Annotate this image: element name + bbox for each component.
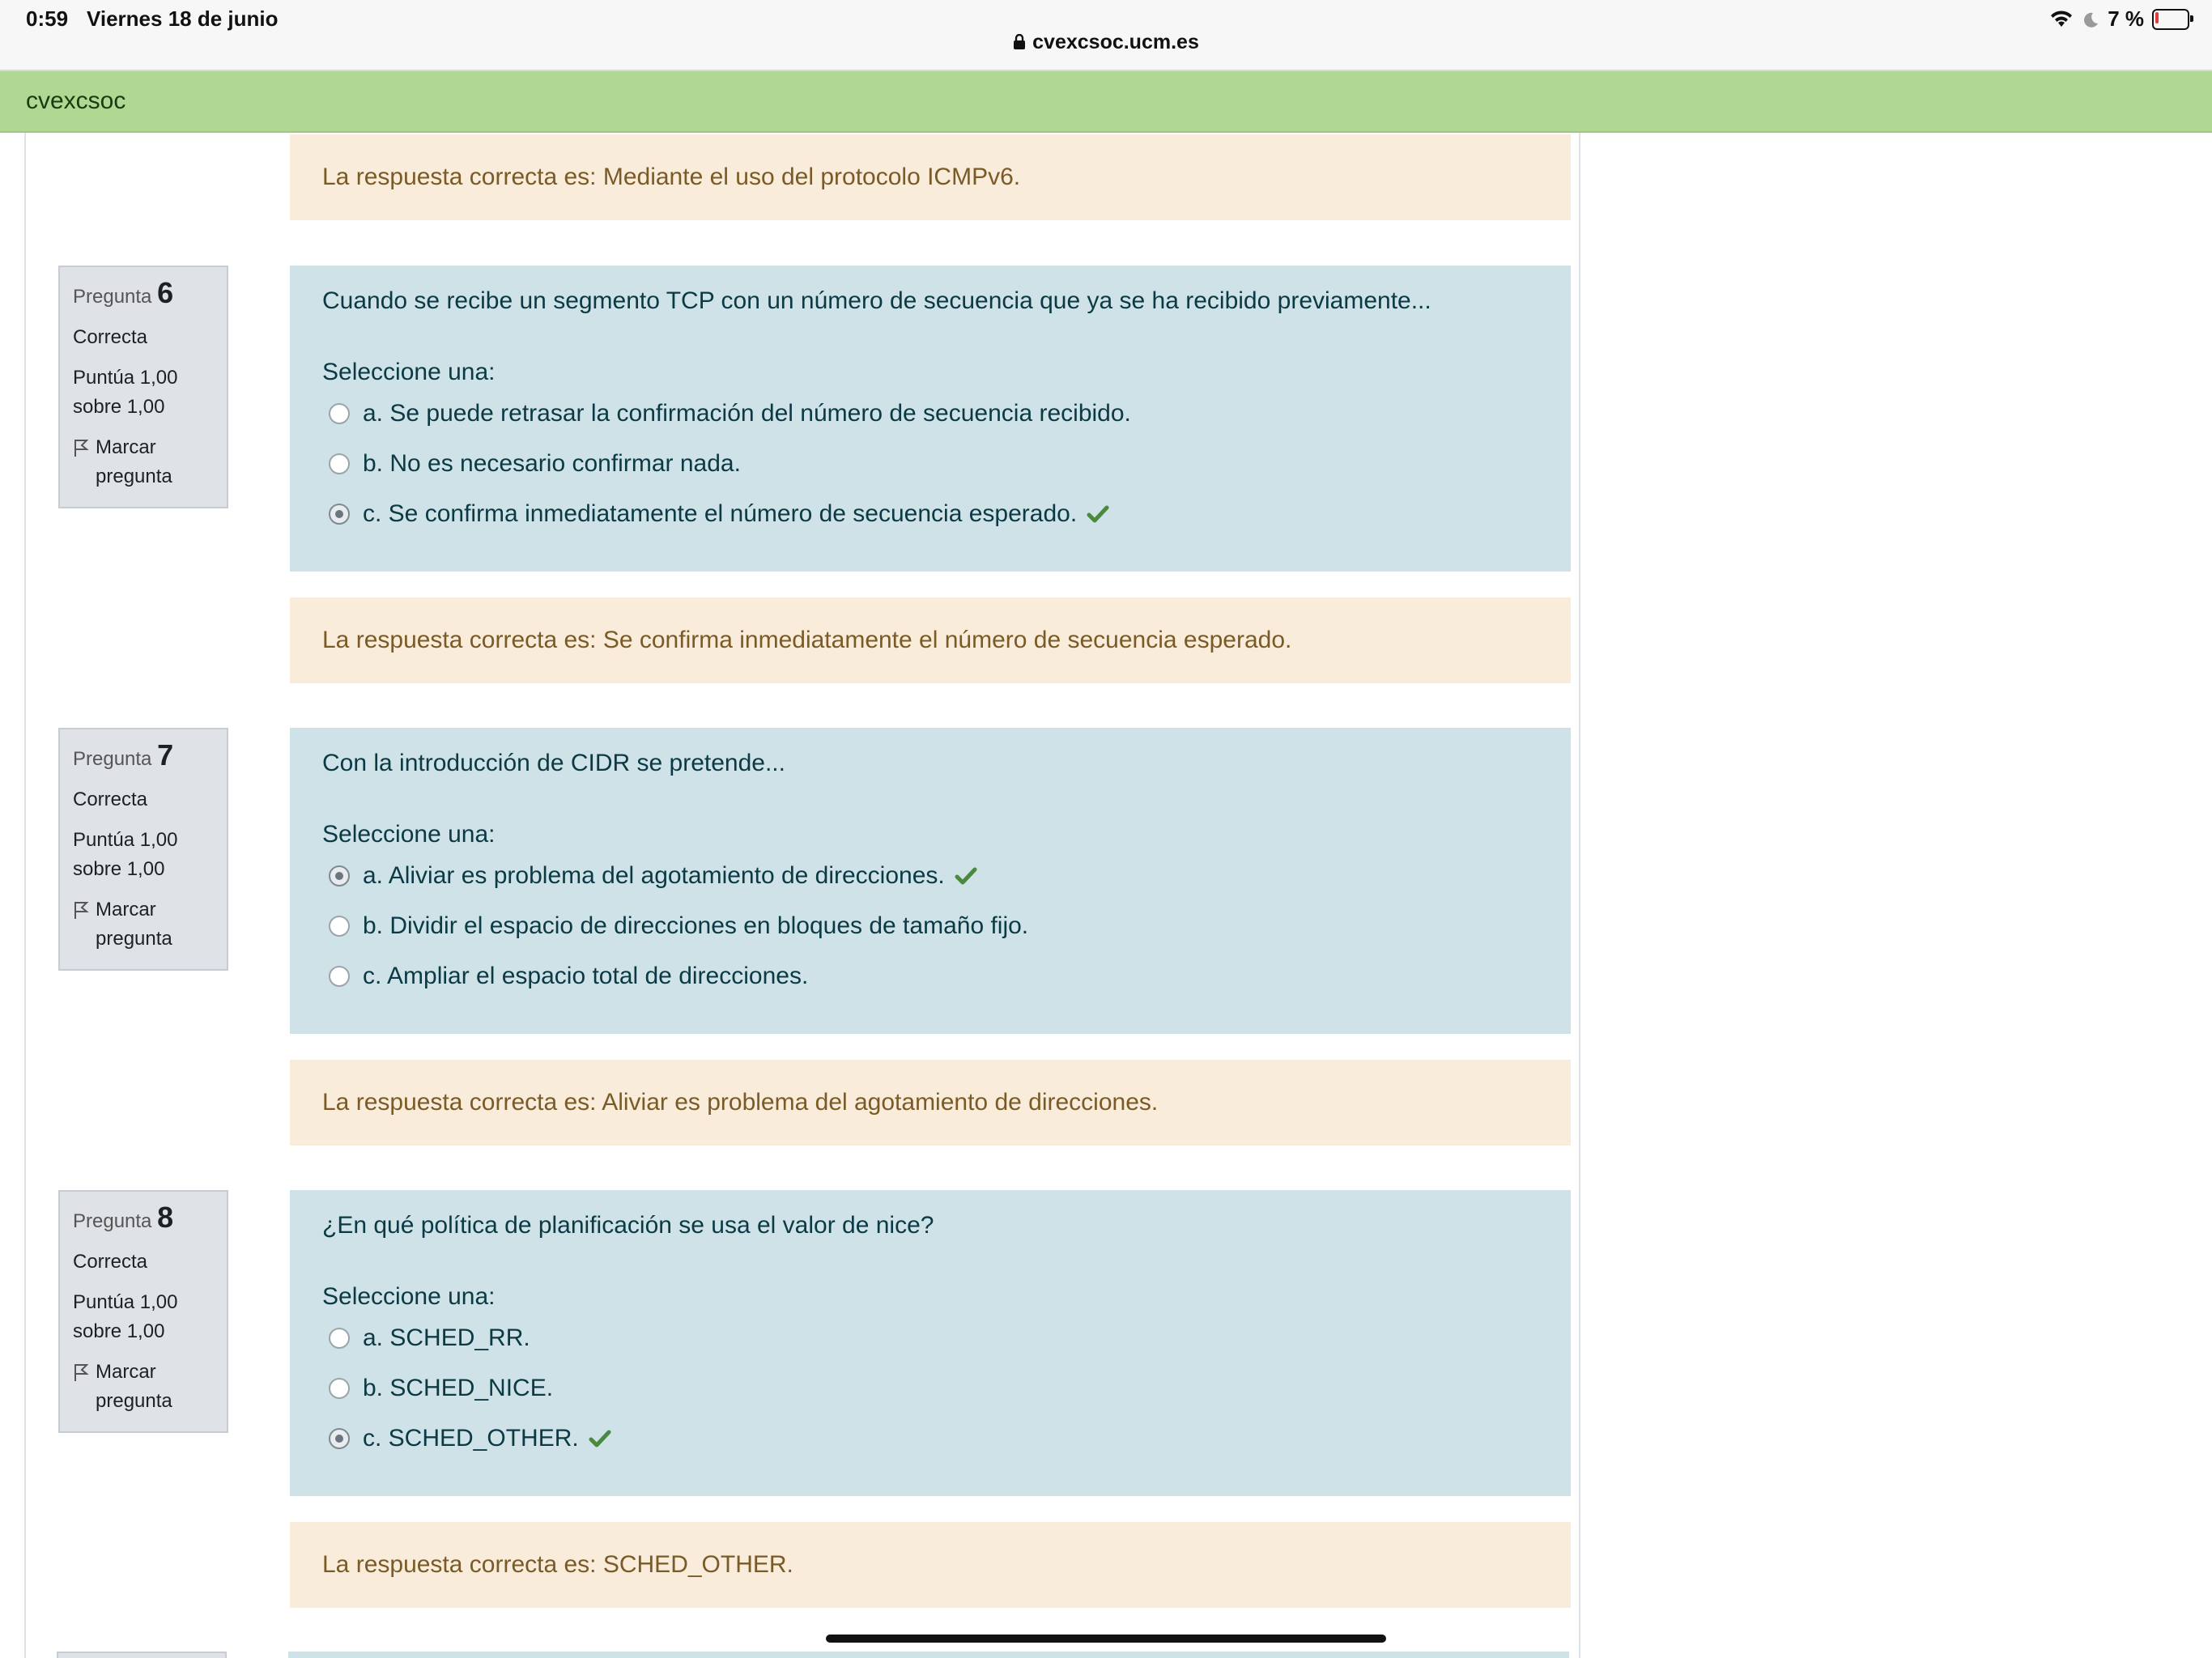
question-8-content xyxy=(290,1190,1571,1496)
correct-check-icon xyxy=(1087,504,1109,524)
question-label: Pregunta xyxy=(73,286,152,308)
feedback-text: La respuesta correcta es: SCHED_OTHER. xyxy=(322,1551,793,1578)
radio-button-selected[interactable] xyxy=(329,865,350,886)
answer-option-a[interactable] xyxy=(322,1313,1538,1363)
feedback-text: La respuesta correcta es: Mediante el uso del protocolo ICMPv6. xyxy=(322,164,1021,190)
question-grade: Puntúa 1,00 sobre 1,00 xyxy=(73,367,178,418)
select-one-prompt: Seleccione una: xyxy=(322,1283,496,1310)
moon-icon xyxy=(2082,11,2099,28)
next-question-content-peek xyxy=(288,1652,1569,1658)
question-state: Correcta xyxy=(73,789,148,810)
answer-option-a[interactable] xyxy=(322,851,1538,901)
question-number: 7 xyxy=(157,738,174,772)
radio-button[interactable] xyxy=(329,916,350,937)
url-text: cvexcsoc.ucm.es xyxy=(1032,31,1199,53)
answer-label: c. Se confirma inmediatamente el número de secuencia esperado. xyxy=(363,500,1078,527)
answer-label: a. SCHED_RR. xyxy=(363,1324,530,1351)
answer-option-c[interactable] xyxy=(322,951,1538,1001)
answer-label: a. Aliviar es problema del agotamiento de direcciones. xyxy=(363,862,945,889)
site-header xyxy=(0,71,2212,133)
flag-icon xyxy=(73,1363,89,1382)
answer-option-a[interactable] xyxy=(322,389,1538,439)
battery-percent: 7 % xyxy=(2108,6,2144,31)
radio-button[interactable] xyxy=(329,1328,350,1349)
question-number: 8 xyxy=(157,1201,174,1234)
lock-icon xyxy=(1013,34,1026,50)
status-indicators xyxy=(2049,6,2189,32)
answer-label: c. Ampliar el espacio total de direcciones. xyxy=(363,963,809,989)
question-state: Correcta xyxy=(73,1251,148,1273)
answer-label: b. SCHED_NICE. xyxy=(363,1375,554,1401)
select-one-prompt: Seleccione una: xyxy=(322,821,496,848)
wifi-icon xyxy=(2049,11,2074,28)
feedback-text: La respuesta correcta es: Aliviar es problema del agotamiento de direcciones. xyxy=(322,1089,1159,1116)
radio-button-selected[interactable] xyxy=(329,504,350,525)
radio-button-selected[interactable] xyxy=(329,1428,350,1449)
select-one-prompt: Seleccione una: xyxy=(322,359,496,385)
answer-option-b[interactable] xyxy=(322,1363,1538,1414)
feedback-text: La respuesta correcta es: Se confirma inmediatamente el número de secuencia esperado. xyxy=(322,627,1292,653)
question-grade: Puntúa 1,00 sobre 1,00 xyxy=(73,829,178,880)
answer-option-c[interactable] xyxy=(322,489,1538,539)
radio-button[interactable] xyxy=(329,1378,350,1399)
site-name-link[interactable]: cvexcsoc xyxy=(26,87,126,114)
flag-icon xyxy=(73,900,89,920)
address-bar[interactable] xyxy=(0,31,2212,54)
question-6-content xyxy=(290,266,1571,572)
flag-question-button[interactable]: Marcar pregunta xyxy=(73,895,214,954)
next-question-info-peek xyxy=(57,1652,227,1658)
answer-option-b[interactable] xyxy=(322,901,1538,951)
question-6-feedback xyxy=(290,597,1571,683)
question-7-feedback xyxy=(290,1060,1571,1146)
answer-label: c. SCHED_OTHER. xyxy=(363,1425,579,1452)
answer-label: a. Se puede retrasar la confirmación del número de secuencia recibido. xyxy=(363,400,1131,427)
question-number: 6 xyxy=(157,276,174,309)
radio-button[interactable] xyxy=(329,966,350,987)
radio-button[interactable] xyxy=(329,453,350,474)
question-grade: Puntúa 1,00 sobre 1,00 xyxy=(73,1291,178,1342)
radio-button[interactable] xyxy=(329,403,350,424)
question-8-info xyxy=(58,1190,228,1433)
flag-question-button[interactable]: Marcar pregunta xyxy=(73,433,214,491)
question-text: ¿En qué política de planificación se usa el valor de nice? xyxy=(322,1212,934,1239)
question-5-feedback xyxy=(290,134,1571,220)
question-label: Pregunta xyxy=(73,1210,152,1232)
status-date: Viernes 18 de junio xyxy=(87,6,279,31)
answer-label: b. No es necesario confirmar nada. xyxy=(363,450,741,477)
question-text: Cuando se recibe un segmento TCP con un número de secuencia que ya se ha recibido previamente... xyxy=(322,287,1431,314)
question-state: Correcta xyxy=(73,326,148,348)
correct-check-icon xyxy=(589,1429,611,1448)
question-8-feedback xyxy=(290,1522,1571,1608)
quiz-review-main xyxy=(24,133,1580,1658)
answer-option-c[interactable] xyxy=(322,1414,1538,1464)
question-7-info xyxy=(58,728,228,971)
home-indicator[interactable] xyxy=(826,1635,1386,1643)
flag-icon xyxy=(73,438,89,457)
answer-option-b[interactable] xyxy=(322,439,1538,489)
battery-icon xyxy=(2152,9,2189,30)
question-label: Pregunta xyxy=(73,748,152,770)
question-6-info xyxy=(58,266,228,508)
browser-status-bar xyxy=(0,0,2212,71)
correct-check-icon xyxy=(955,866,977,886)
answer-label: b. Dividir el espacio de direcciones en bloques de tamaño fijo. xyxy=(363,912,1029,939)
flag-question-button[interactable]: Marcar pregunta xyxy=(73,1358,214,1416)
question-7-content xyxy=(290,728,1571,1034)
question-text: Con la introducción de CIDR se pretende... xyxy=(322,750,785,776)
status-time: 0:59 xyxy=(26,6,69,31)
